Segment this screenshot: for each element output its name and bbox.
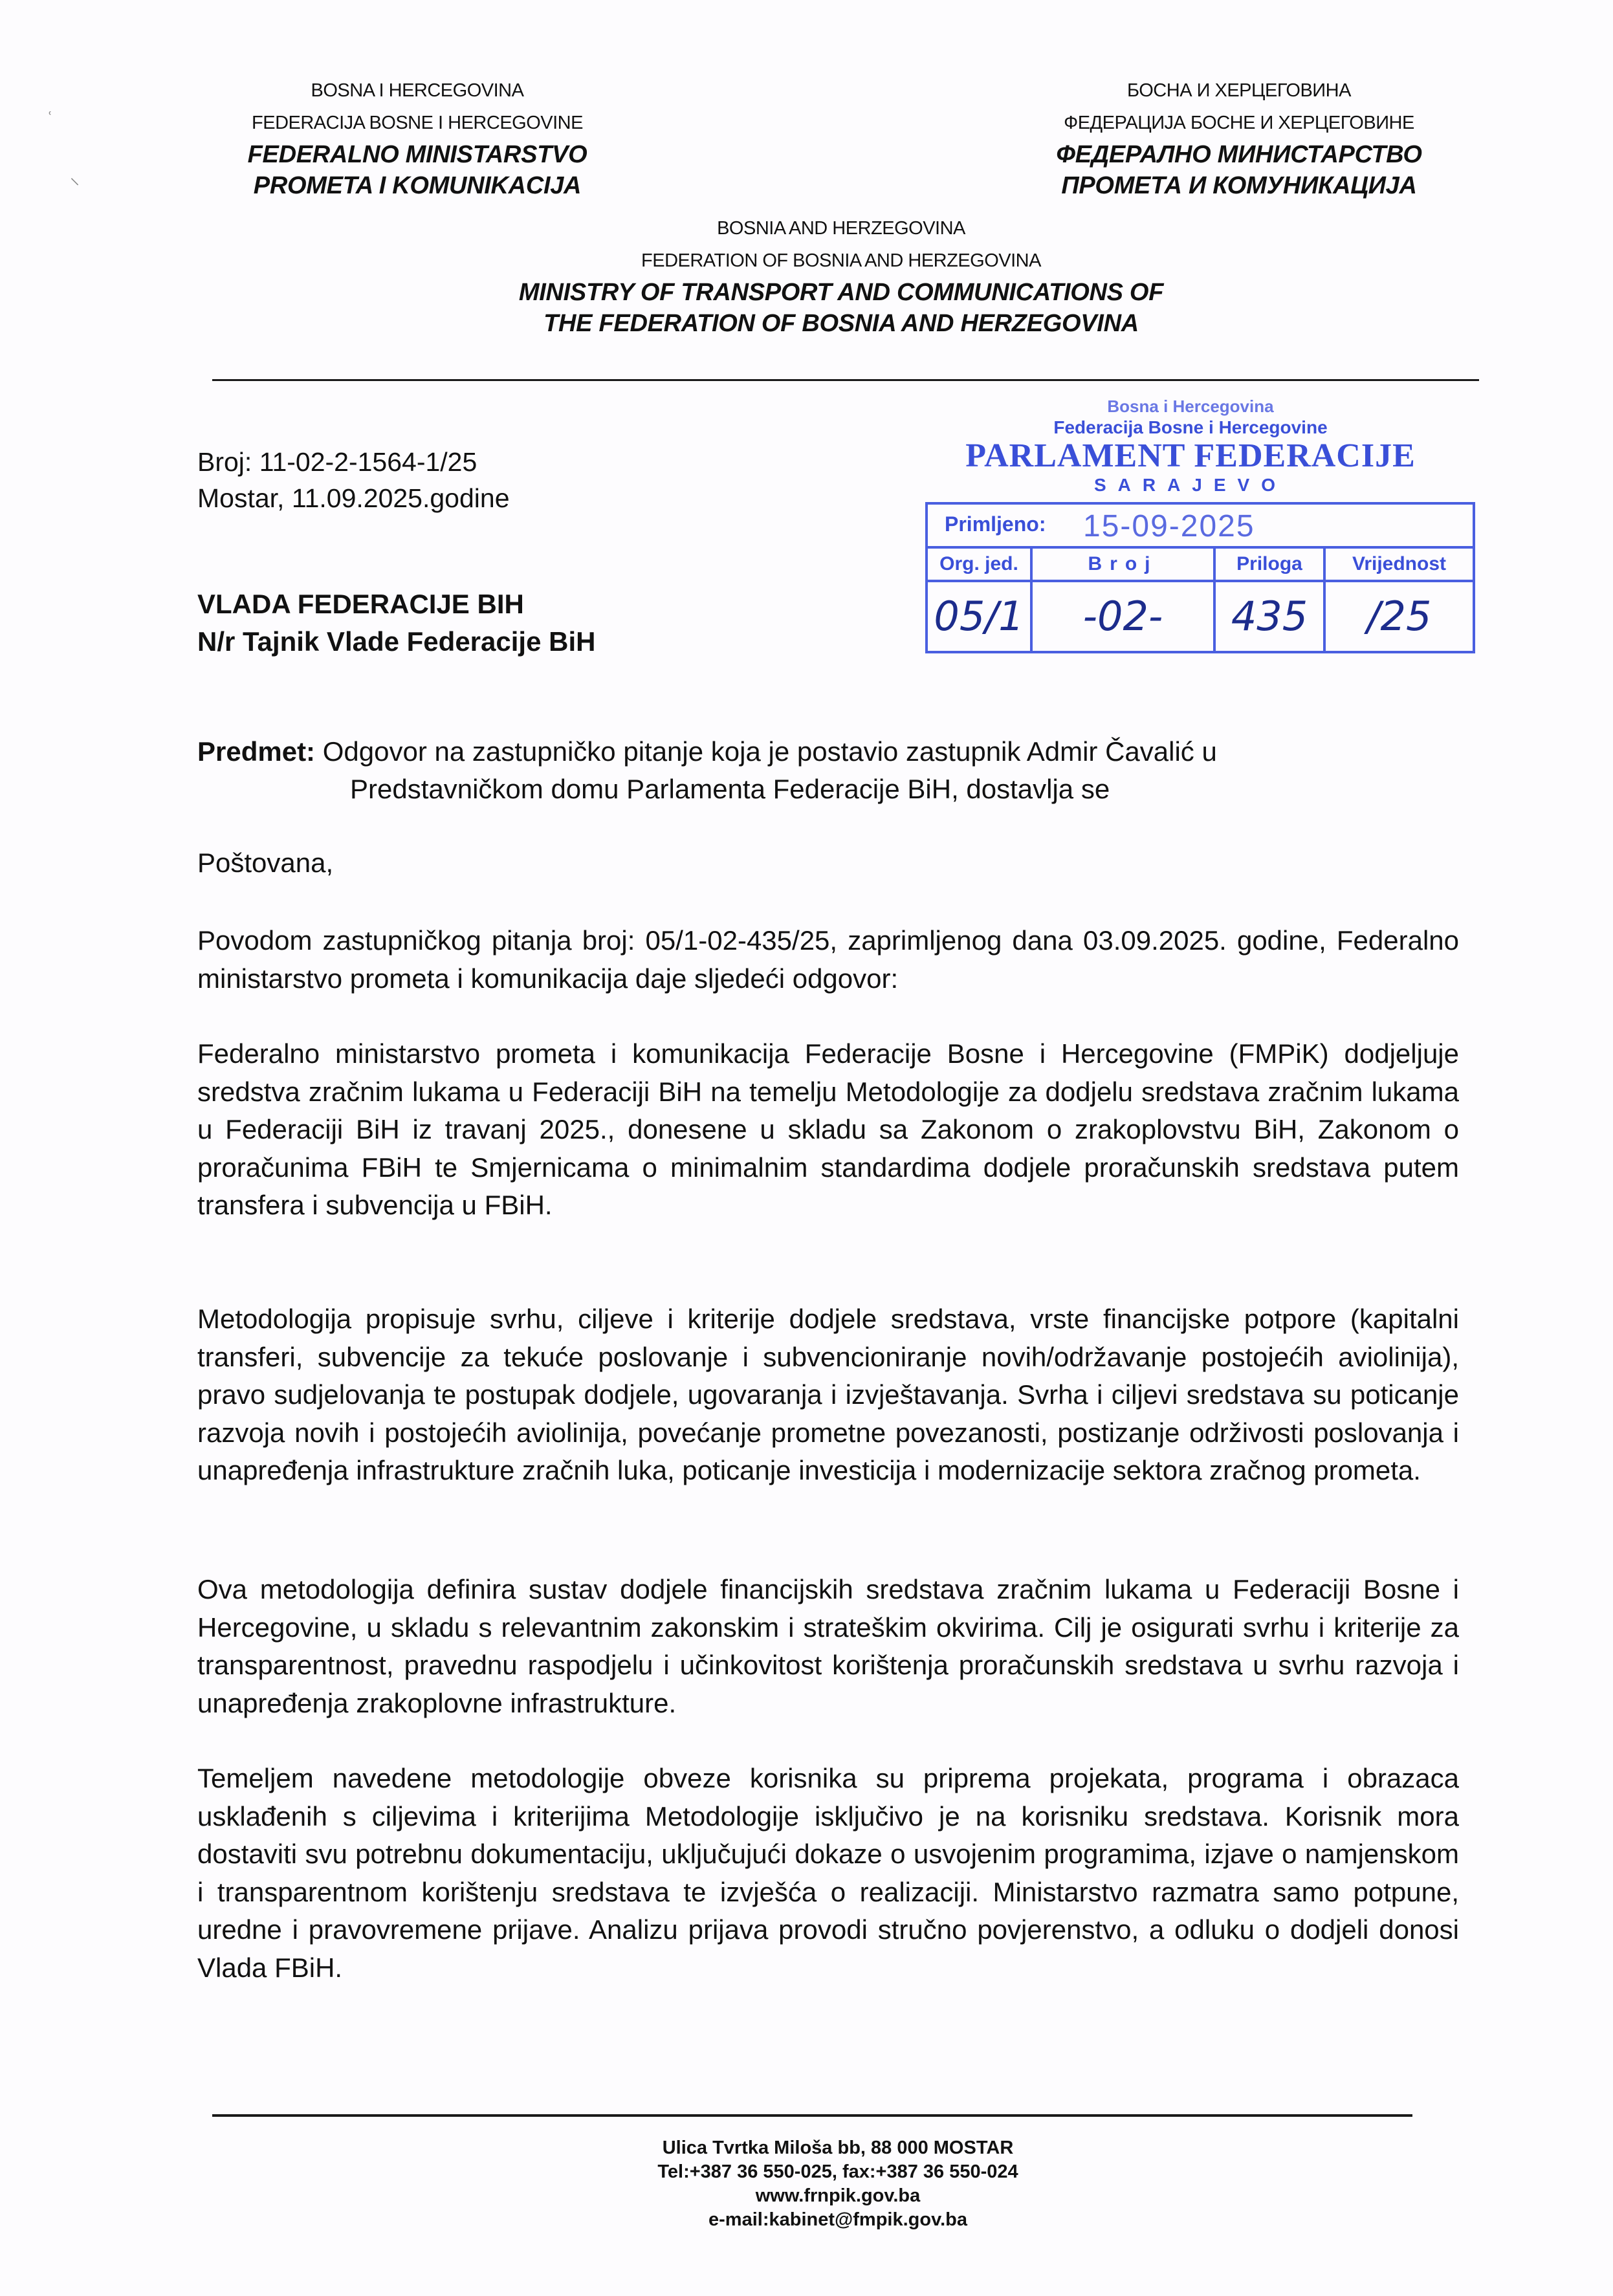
footer-divider [212, 2114, 1412, 2117]
letterhead-ministry: FEDERALNO MINISTARSTVO [247, 141, 587, 168]
stamp-received-row [928, 505, 1473, 549]
footer-address: Ulica Tvrtka Miloša bb, 88 000 MOSTAR [662, 2137, 1014, 2158]
recipient-name: VLADA FEDERACIJE BIH [197, 589, 524, 619]
subject-text: Odgovor na zastupničko pitanje koja je postavio zastupnik Admir Čavalić u [322, 736, 1217, 767]
recipient-attention: N/r Tajnik Vlade Federacije BiH [197, 626, 596, 657]
subject-label: Predmet: [197, 736, 316, 767]
footer-phone-fax: Tel:+387 36 550-025, fax:+387 36 550-024 [657, 2161, 1018, 2182]
stamp-received-label: Primljeno: [945, 512, 1046, 536]
document-number: Broj: 11-02-2-1564-1/25 [197, 447, 477, 477]
letterhead-federation: ФЕДЕРАЦИЈА БОСНЕ И ХЕРЦЕГОВИНЕ [1064, 113, 1414, 133]
letterhead-ministry: THE FEDERATION OF BOSNIA AND HERZEGOVINA [543, 310, 1139, 337]
body-paragraph: Ova metodologija definira sustav dodjele financijskih sredstava zračnim lukama u Federaciji Bosne i Hercegovine, u skladu s relevantnim zakonskim i strateškim okvirima. Cilj je osigurati svrhu i kriterije za transparentnost, pravednu raspodjelu i učinkovitost korištenja proračunskih sredstava u svrhu razvoja i unapređenja zrakoplovne infrastrukture. [197, 1574, 1459, 1718]
subject-text: Predstavničkom domu Parlamenta Federacije BiH, dostavlja se [350, 774, 1110, 804]
body-paragraph: Povodom zastupničkog pitanja broj: 05/1-02-435/25, zaprimljenog dana 03.09.2025. godine, Federalno ministarstvo prometa i komunikacija daje sljedeći odgovor: [197, 925, 1459, 994]
stamp-received-date: 15-09-2025 [1083, 509, 1255, 543]
letterhead-federation: FEDERATION OF BOSNIA AND HERZEGOVINA [641, 250, 1041, 271]
stamp-column-header: Vrijednost [1326, 549, 1473, 582]
footer-website: www.frnpik.gov.ba [755, 2185, 921, 2206]
stamp-title: PARLAMENT FEDERACIJE [965, 437, 1416, 474]
letterhead-ministry: MINISTRY OF TRANSPORT AND COMMUNICATIONS OF [518, 279, 1164, 306]
footer-email: e-mail:kabinet@fmpik.gov.ba [708, 2209, 967, 2230]
stamp-text: Federacija Bosne i Hercegovine [1053, 417, 1328, 437]
stamp-handwritten-value: /25 [1366, 593, 1432, 640]
stamp-column-header: Broj [1033, 549, 1216, 582]
recipient-block [197, 585, 595, 661]
scan-mark: ʿ [47, 109, 53, 130]
stamp-text: Bosna i Hercegovina [1107, 397, 1274, 416]
letterhead-left [194, 74, 641, 201]
header-divider [212, 379, 1479, 381]
scan-mark: ⸜ [70, 167, 80, 188]
stamp-handwritten-value: 435 [1216, 582, 1326, 651]
stamp-handwritten-value: -02- [1033, 582, 1216, 651]
letterhead-country: BOSNA I HERCEGOVINA [311, 80, 524, 101]
letterhead-country: БОСНА И ХЕРЦЕГОВИНА [1127, 80, 1351, 101]
salutation: Poštovana, [197, 847, 334, 878]
stamp-column-header: Org. jed. [928, 549, 1033, 582]
letterhead-center-english [388, 212, 1294, 339]
stamp-city: SARAJEVO [1093, 475, 1288, 495]
body-paragraph: Federalno ministarstvo prometa i komunikacija Federacije Bosne i Hercegovine (FMPiK) dodjeljuje sredstva zračnim lukama u Federaciji BiH na temelju Metodologije za dodjelu sredstava zračnim lukama u Federaciji BiH iz travanj 2025., donesene u skladu sa Zakonom o zrakoplovstvu BiH, Zakonom o proračunima FBiH te Smjernicama o minimalnim standardima dodjele proračunskih sredstava putem transfera i subvencija u FBiH. [197, 1038, 1459, 1220]
letterhead-country: BOSNIA AND HERZEGOVINA [717, 218, 965, 239]
body-paragraph: Temeljem navedene metodologije obveze korisnika su priprema projekata, programa i obrazaca usklađenih s ciljevima i kriterijima Metodologije isključivo je na korisniku sredstava. Korisnik mora dostaviti svu potrebnu dokumentaciju, uključujući dokaze o usvojenim programima, izjave o namjenskom i transparentnom korištenju sredstava te izvješća o realizaciji. Ministarstvo razmatra samo potpune, uredne i pravovremene prijave. Analizu prijava provodi stručno povjerenstvo, a odluku o dodjeli donosi Vlada FBiH. [197, 1763, 1459, 1983]
document-meta [197, 444, 510, 516]
subject [197, 733, 1485, 808]
stamp-column-header: Priloga [1216, 549, 1326, 582]
stamp-handwritten-value: 05/1 [928, 582, 1033, 651]
received-stamp [925, 396, 1482, 653]
stamp-table [925, 502, 1475, 653]
document-place-date: Mostar, 11.09.2025.godine [197, 483, 510, 513]
body-paragraph: Metodologija propisuje svrhu, ciljeve i kriterije dodjele sredstava, vrste financijske potpore (kapitalni transferi, subvencije za tekuće poslovanje i subvencioniranje novih/održavanje postojećih aviolinija), pravo sudjelovanja te postupak dodjele, ugovaranja i izvještavanja. Svrha i ciljevi sredstava su poticanje razvoja novih i postojećih aviolinija, povećanje prometne povezanosti, postizanje održivosti poslovanja i unapređenja infrastrukture zračnih luka, poticanje investicija i modernizacije sektora zračnog prometa. [197, 1304, 1459, 1485]
letterhead-ministry: ПРОМЕТА И КОМУНИКАЦИЈА [1061, 172, 1417, 199]
footer-contact [492, 2136, 1184, 2232]
letterhead-right-cyrillic [993, 74, 1485, 201]
letterhead-ministry: PROMETA I KOMUNIKACIJA [253, 172, 582, 199]
letterhead-federation: FEDERACIJA BOSNE I HERCEGOVINE [252, 113, 583, 133]
letterhead-ministry: ФЕДЕРАЛНО МИНИСТАРСТВО [1056, 141, 1422, 168]
